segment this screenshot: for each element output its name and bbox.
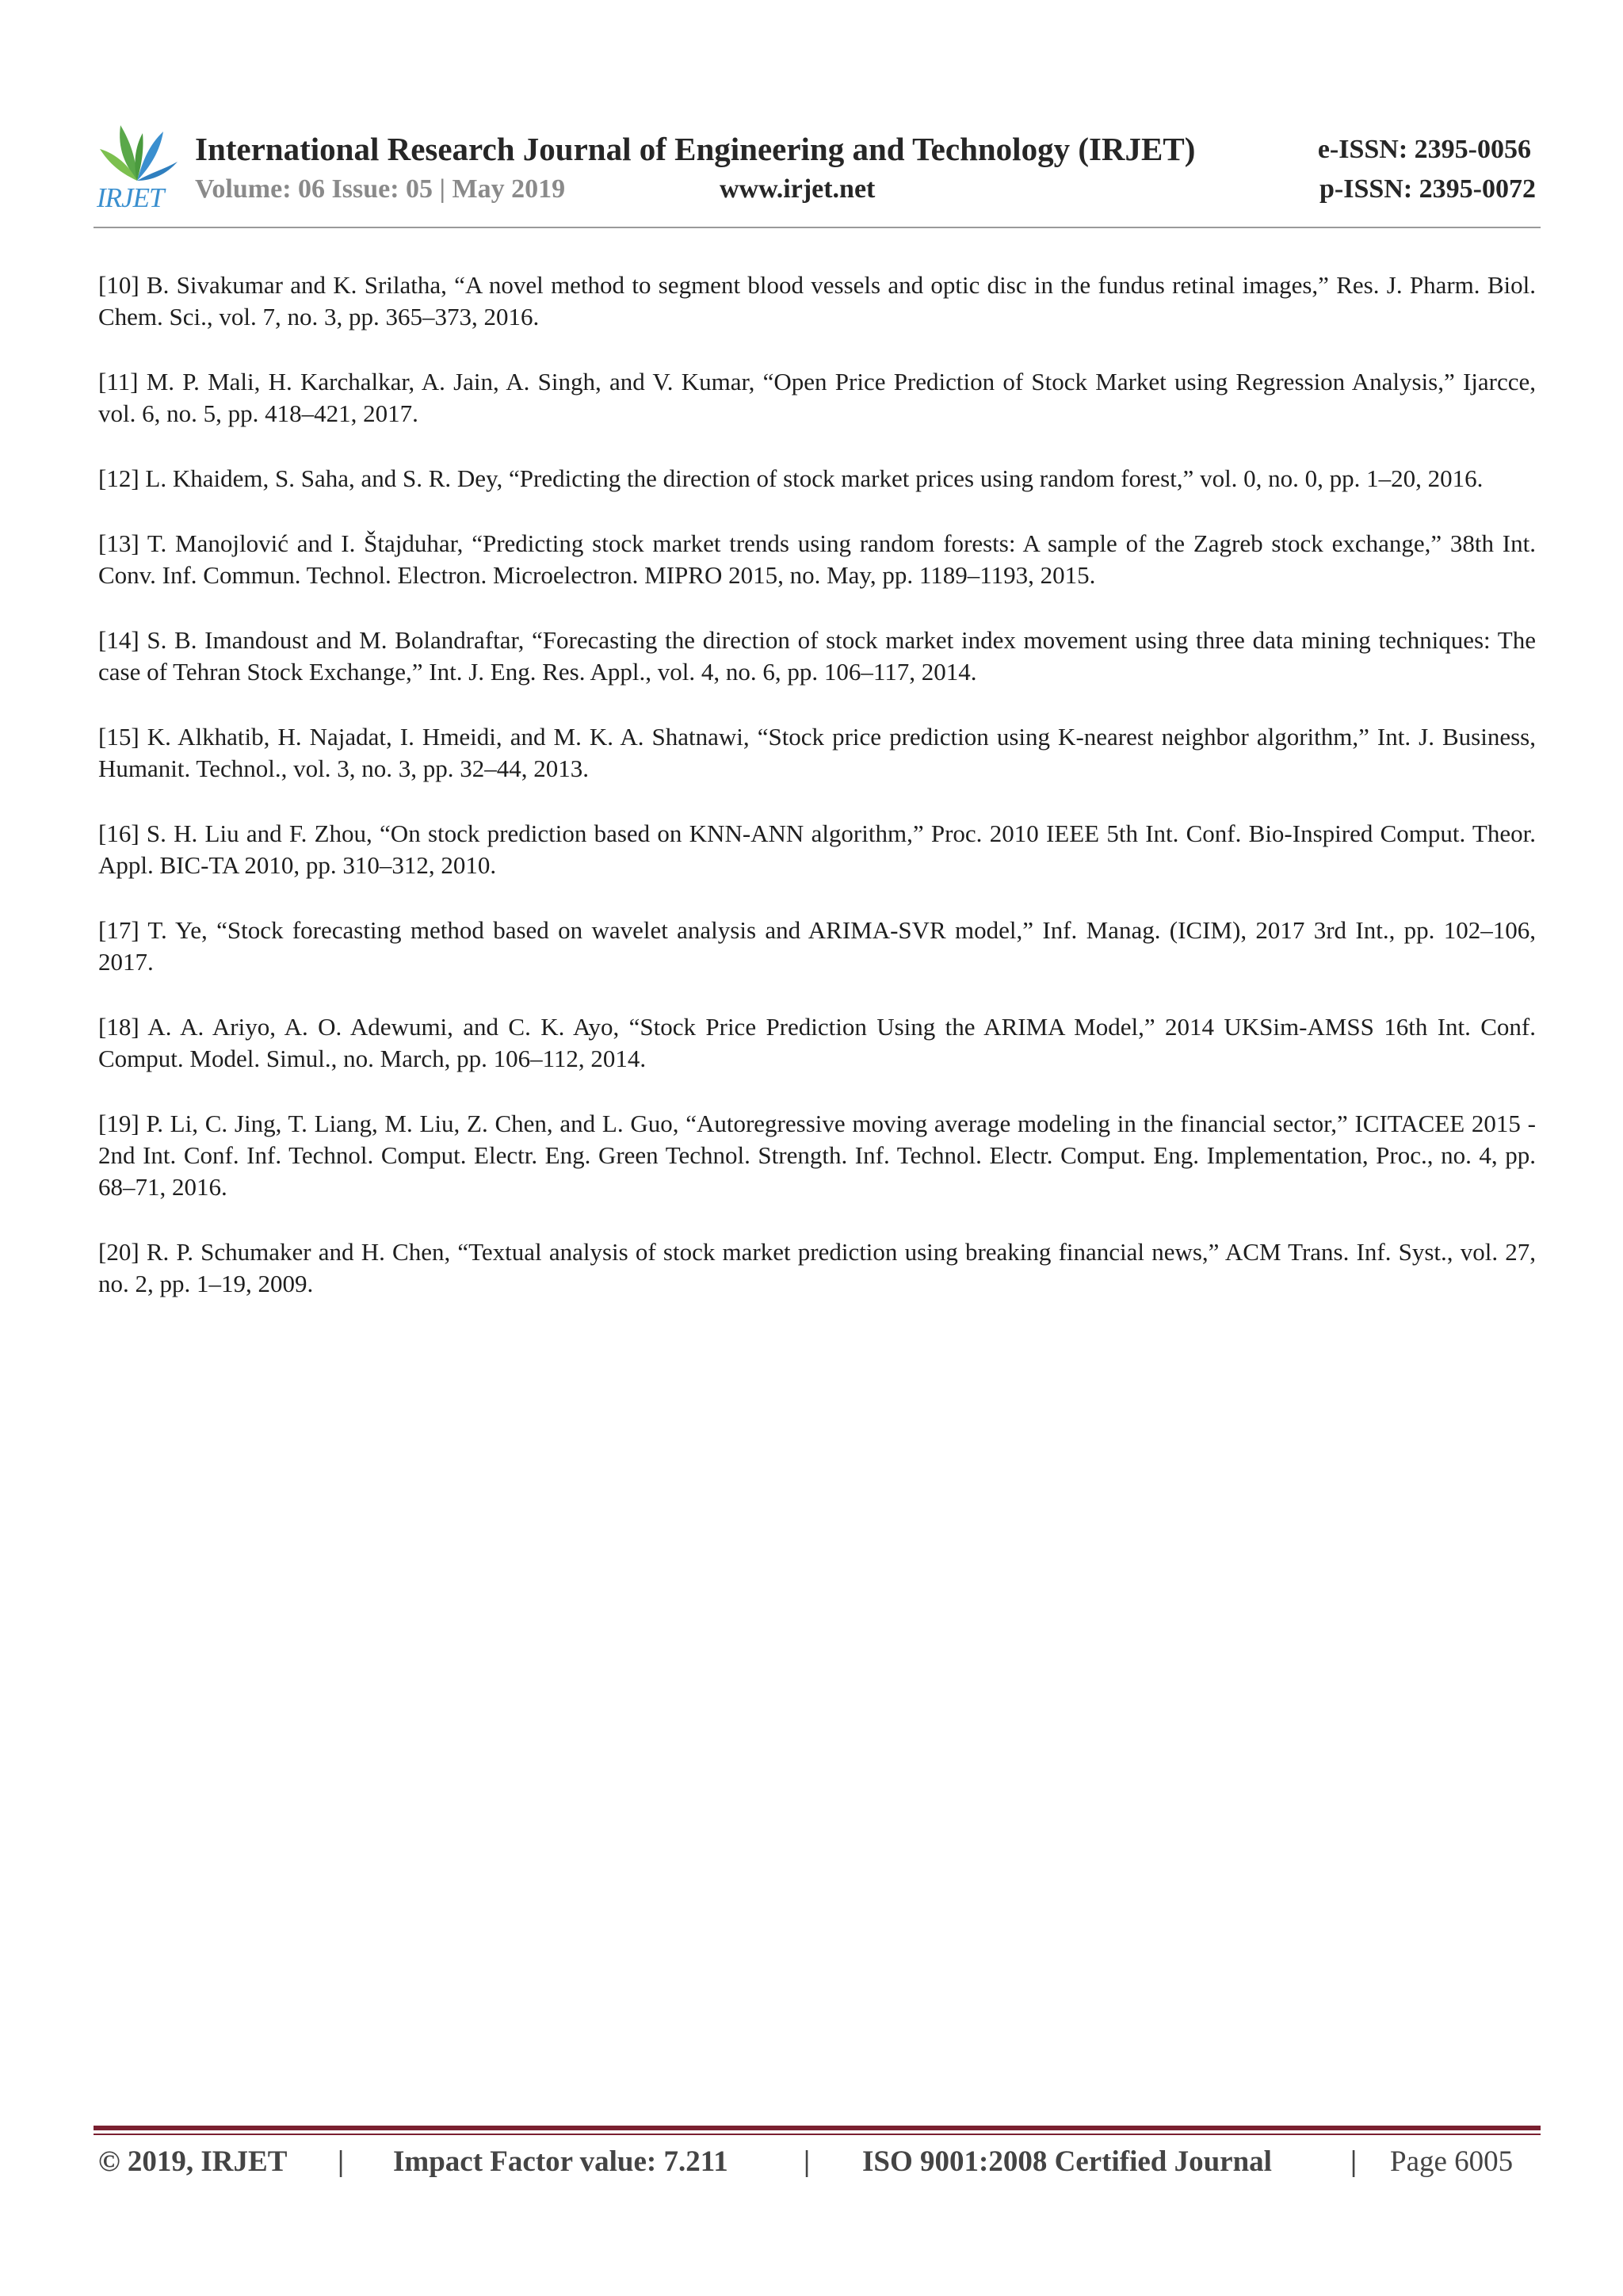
reference-item: [14] S. B. Imandoust and M. Bolandraftar, “Forecasting the direction of stock market index movement using three data mining techniques: The case of Tehran Stock Exchange,” Int. J. Eng. Res. Appl., vol. 4, no. 6, pp. 106–117, 2014.	[98, 626, 1536, 686]
logo-text: IRJET	[97, 182, 164, 213]
journal-website-link[interactable]: www.irjet.net	[720, 174, 876, 204]
reference-item: [10] B. Sivakumar and K. Srilatha, “A novel method to segment blood vessels and optic disc in the fundus retinal images,” Res. J. Pharm. Biol. Chem. Sci., vol. 7, no. 3, pp. 365–373, 2016.	[98, 271, 1536, 330]
footer-divider-thick	[94, 2126, 1541, 2130]
reference-list	[98, 269, 1536, 1333]
footer-impact-factor: Impact Factor value: 7.211	[393, 2145, 728, 2178]
footer-copyright: © 2019, IRJET	[98, 2145, 288, 2178]
reference-item: [17] T. Ye, “Stock forecasting method based on wavelet analysis and ARIMA-SVR model,” Inf. Manag. (ICIM), 2017 3rd Int., pp. 102–106, 2017.	[98, 916, 1536, 976]
irjet-logo-icon	[94, 117, 181, 220]
reference-item: [13] T. Manojlović and I. Štajduhar, “Predicting stock market trends using random forests: A sample of the Zagreb stock exchange,” 38th Int. Conv. Inf. Commun. Technol. Electron. Microelectron. MIPRO 2015, no. May, pp. 1189–1193, 2015.	[98, 529, 1536, 589]
e-issn: e-ISSN: 2395-0056	[1317, 135, 1531, 164]
page-header	[94, 117, 1539, 228]
p-issn: p-ISSN: 2395-0072	[1319, 174, 1536, 204]
journal-title: International Research Journal of Engineering and Technology (IRJET)	[195, 131, 1196, 167]
footer-divider-thin	[94, 2134, 1541, 2135]
reference-item: [15] K. Alkhatib, H. Najadat, I. Hmeidi, and M. K. A. Shatnawi, “Stock price prediction using K-nearest neighbor algorithm,” Int. J. Business, Humanit. Technol., vol. 3, no. 3, pp. 32–44, 2013.	[98, 723, 1536, 782]
reference-item: [12] L. Khaidem, S. Saha, and S. R. Dey, “Predicting the direction of stock market prices using random forest,” vol. 0, no. 0, pp. 1–20, 2016.	[98, 464, 1484, 492]
reference-item: [19] P. Li, C. Jing, T. Liang, M. Liu, Z. Chen, and L. Guo, “Autoregressive moving average modeling in the financial sector,” ICITACEE 2015 - 2nd Int. Conf. Inf. Technol. Comput. Electr. Eng. Green Technol. Strength. Inf. Technol. Electr. Comput. Eng. Implementation, Proc., no. 4, pp. 68–71, 2016.	[98, 1110, 1536, 1201]
page-number: Page 6005	[1390, 2145, 1514, 2178]
footer-separator: |	[1350, 2145, 1358, 2178]
footer-separator: |	[338, 2145, 345, 2178]
page-footer	[98, 2145, 1536, 2184]
reference-item: [18] A. A. Ariyo, A. O. Adewumi, and C. K. Ayo, “Stock Price Prediction Using the ARIMA Model,” 2014 UKSim-AMSS 16th Int. Conf. Comput. Model. Simul., no. March, pp. 106–112, 2014.	[98, 1013, 1536, 1072]
reference-item: [20] R. P. Schumaker and H. Chen, “Textual analysis of stock market prediction using breaking financial news,” ACM Trans. Inf. Syst., vol. 27, no. 2, pp. 1–19, 2009.	[98, 1238, 1536, 1297]
header-divider	[94, 227, 1541, 228]
reference-item: [11] M. P. Mali, H. Karchalkar, A. Jain, A. Singh, and V. Kumar, “Open Price Prediction of Stock Market using Regression Analysis,” Ijarcce, vol. 6, no. 5, pp. 418–421, 2017.	[98, 368, 1536, 427]
footer-iso-certification: ISO 9001:2008 Certified Journal	[862, 2145, 1272, 2178]
volume-issue: Volume: 06 Issue: 05 | May 2019	[195, 174, 566, 204]
footer-separator: |	[804, 2145, 811, 2178]
reference-item: [16] S. H. Liu and F. Zhou, “On stock prediction based on KNN-ANN algorithm,” Proc. 2010 IEEE 5th Int. Conf. Bio-Inspired Comput. Theor. Appl. BIC-TA 2010, pp. 310–312, 2010.	[98, 819, 1536, 879]
